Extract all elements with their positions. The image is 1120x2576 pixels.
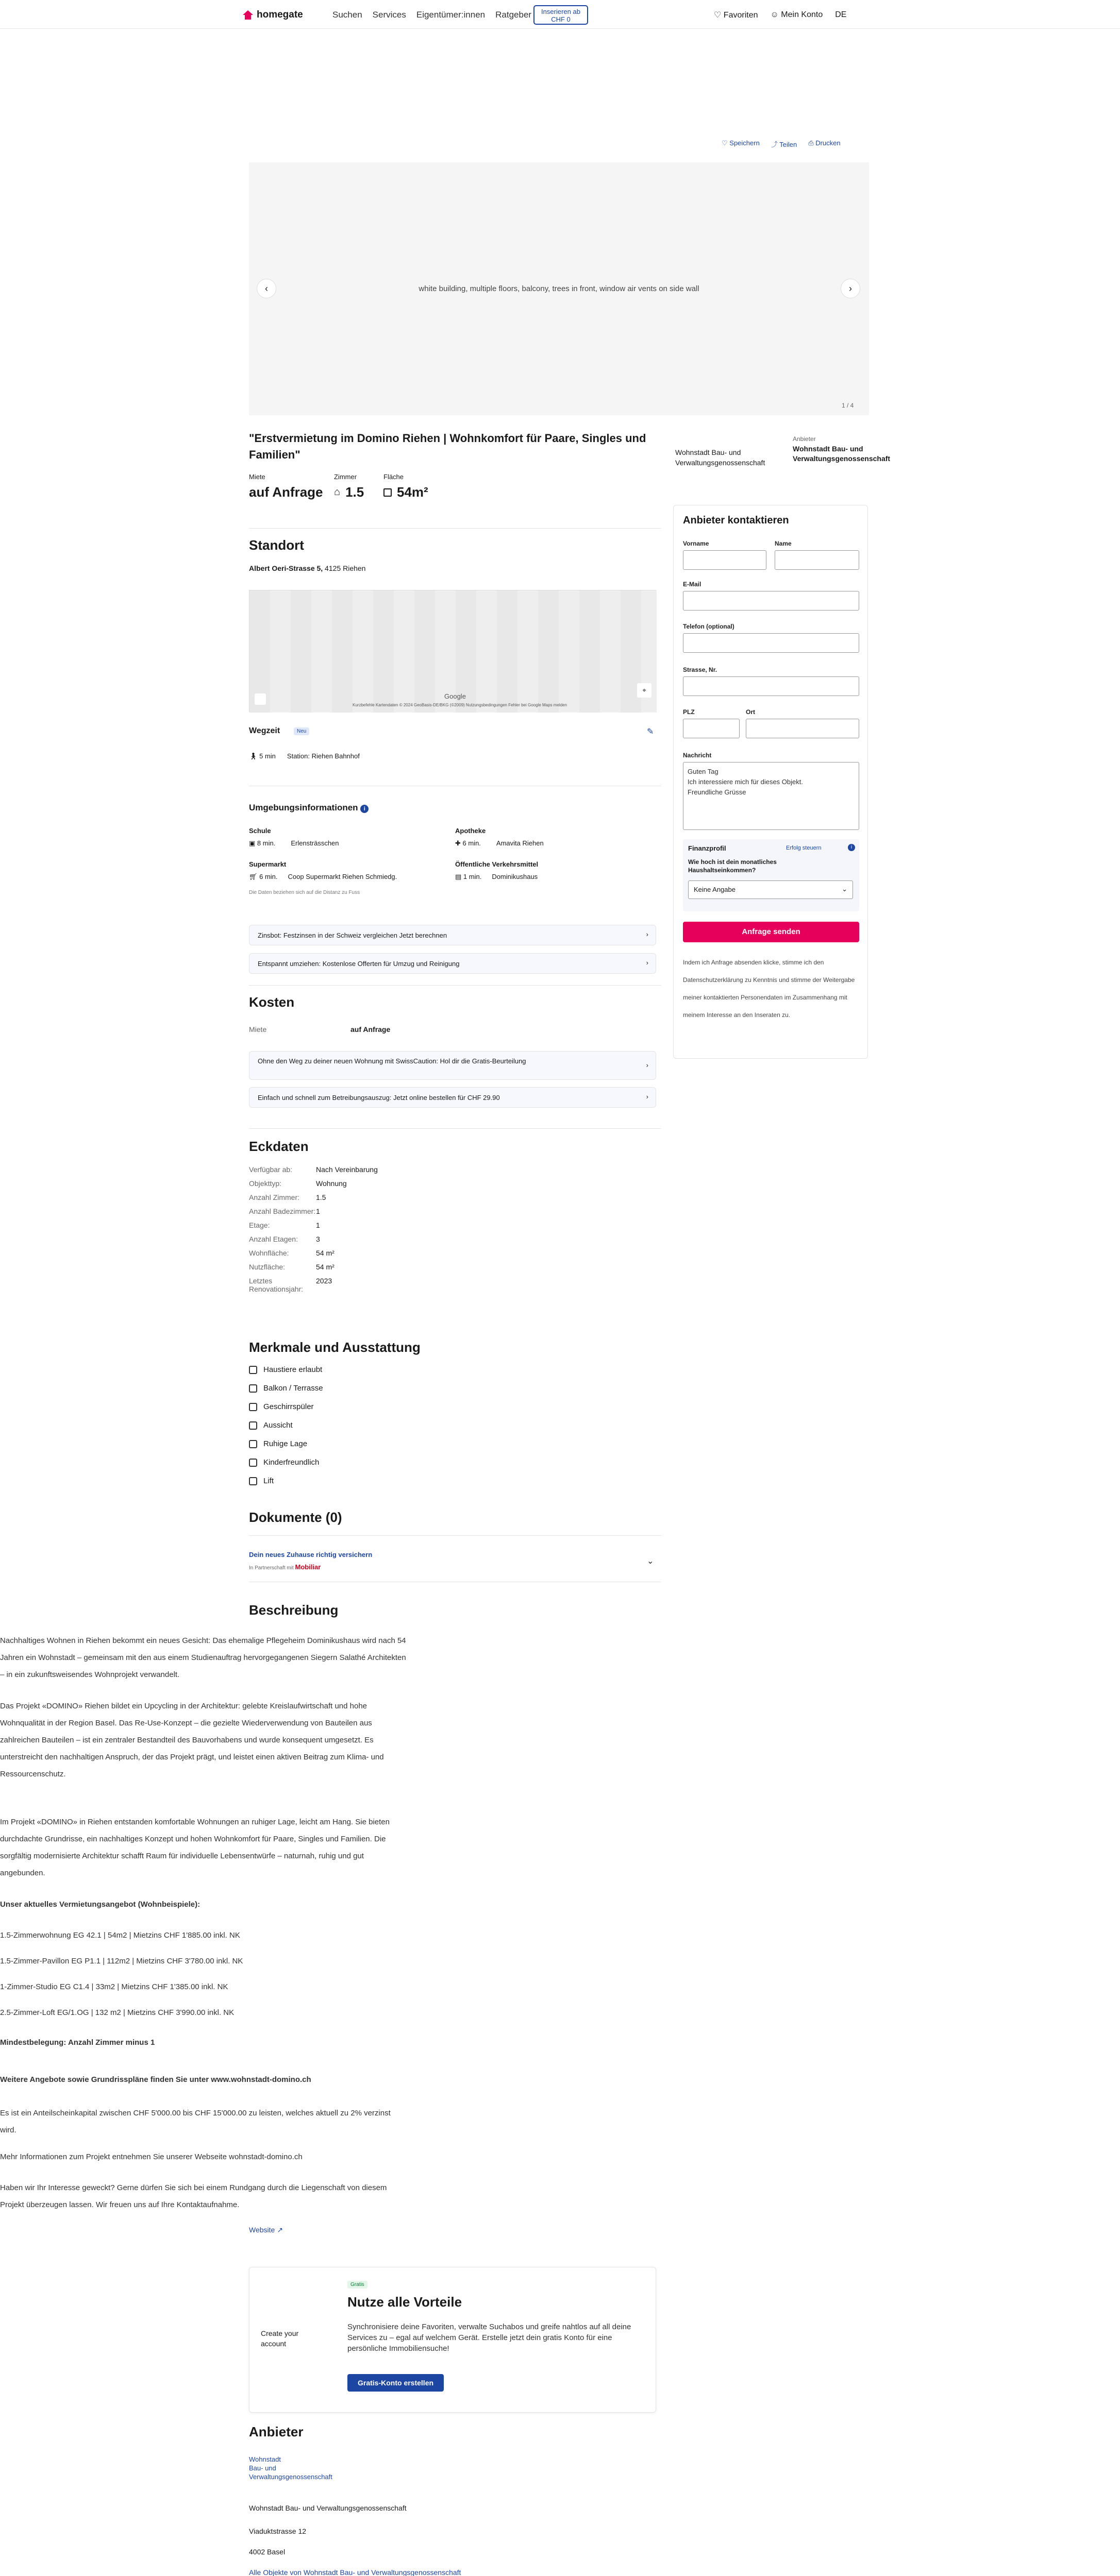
heart-icon: ♡ xyxy=(714,11,724,20)
insurance-partner: In Partnerschaft mit Mobiliar xyxy=(249,1563,321,1571)
walk-icon: 🚶︎ xyxy=(249,752,260,760)
rooms-value: ⌂ 1.5 xyxy=(334,484,364,500)
google-logo: Google xyxy=(444,692,466,700)
nav-eigentuemer[interactable]: Eigentümer:innen xyxy=(416,10,486,20)
logo-text: homegate xyxy=(257,9,303,20)
env-note: Die Daten beziehen sich auf die Distanz zu Fuss xyxy=(249,890,360,895)
bus-icon: ▤ 1 min. xyxy=(455,873,482,880)
zinsbot-promo[interactable]: Zinsbot: Festzinsen in der Schweiz vergleichen Jetzt berechnen › xyxy=(249,925,656,945)
contact-form xyxy=(673,505,868,1059)
top-header xyxy=(0,0,1120,29)
finance-title: Finanzprofil xyxy=(688,844,726,852)
pharmacy-icon: ✚ 6 min. xyxy=(455,839,481,847)
description-title: Beschreibung xyxy=(249,1602,339,1618)
commute-title: Wegzeit xyxy=(249,726,280,735)
feature-lift: Lift xyxy=(249,1477,274,1485)
contact-legal-text: Indem ich Anfrage absenden klicke, stimme ich den Datenschutzerklärung zu Kenntnis und stimme der Weitergabe meiner kontaktierten Personendaten im Zusammenhang mit meinem Interesse an den Inseraten zu. xyxy=(683,959,855,1019)
listing-title: "Erstvermietung im Domino Riehen | Wohnkomfort für Paare, Singles und Familien" xyxy=(249,432,646,461)
debt-extract-promo[interactable]: Einfach und schnell zum Betreibungsauszug: Jetzt online bestellen für CHF 29.90 › xyxy=(249,1087,656,1108)
photo-alt-text: white building, multiple floors, balcony, trees in front, window air vents on side wall xyxy=(419,284,699,293)
firstname-label: Vorname xyxy=(683,540,709,547)
city-label: Ort xyxy=(746,708,755,716)
features-list xyxy=(249,1365,507,1499)
homegate-logo[interactable] xyxy=(242,9,303,21)
gallery-next-button[interactable]: › xyxy=(841,279,860,298)
street-label: Strasse, Nr. xyxy=(683,666,717,673)
facts-title: Eckdaten xyxy=(249,1139,309,1154)
account-promo xyxy=(249,2267,656,2413)
language-select[interactable]: DE xyxy=(835,10,847,19)
finance-link[interactable]: Erfolg steuern xyxy=(786,845,822,851)
provider-all-objects-link[interactable]: Alle Objekte von Wohnstadt Bau- und Verwaltungsgenossenschaft xyxy=(249,2568,461,2576)
chevron-right-icon: › xyxy=(646,930,648,938)
chevron-right-icon: › xyxy=(646,959,648,967)
divider xyxy=(249,1535,661,1536)
location-map[interactable] xyxy=(249,590,656,712)
costs-title: Kosten xyxy=(249,994,295,1010)
features-title: Merkmale und Ausstattung xyxy=(249,1340,421,1355)
provider-name-left: Wohnstadt Bau- und Verwaltungsgenossenschaft xyxy=(675,448,765,467)
check-icon xyxy=(249,1403,257,1411)
info-icon[interactable]: i xyxy=(848,844,855,851)
user-icon: ☺ xyxy=(770,10,781,19)
offer-2: 1.5-Zimmer-Pavillon EG P1.1 | 112m2 | Mietzins CHF 3'780.00 inkl. NK xyxy=(0,1957,243,1965)
feature-pets: Haustiere erlaubt xyxy=(249,1365,322,1374)
env-transport: ▤ 1 min. Dominikushaus xyxy=(455,873,538,880)
print-button[interactable]: ⎙ Drucken xyxy=(808,139,841,147)
provider-city: 4002 Basel xyxy=(249,2548,286,2556)
account-promo-left: Create your account xyxy=(261,2329,299,2348)
submit-request-button[interactable]: Anfrage senden xyxy=(683,922,859,942)
share-button[interactable]: ⤴ Teilen xyxy=(771,141,797,148)
finance-profile-box xyxy=(683,839,859,911)
photo-counter: 1 / 4 xyxy=(842,402,854,409)
costs-rent-value: auf Anfrage xyxy=(350,1025,391,1033)
elevator-icon xyxy=(249,1477,257,1485)
school-icon: ▣ 8 min. xyxy=(249,839,276,847)
provider-top-label: Anbieter xyxy=(793,435,816,443)
insurance-link[interactable]: Dein neues Zuhause richtig versichern xyxy=(249,1551,373,1558)
city-input[interactable] xyxy=(746,719,859,738)
commute-row xyxy=(249,752,360,760)
website-link[interactable]: Website ↗ xyxy=(249,2226,283,2234)
description-h2: Mindestbelegung: Anzahl Zimmer minus 1 xyxy=(0,2038,155,2047)
divider xyxy=(249,985,661,986)
env-supermarket-cat: Supermarkt xyxy=(249,860,287,868)
feature-dishwasher: Geschirrspüler xyxy=(249,1402,314,1411)
door-icon: ⌂ xyxy=(334,486,341,498)
child-icon xyxy=(249,1459,257,1467)
offer-1: 1.5-Zimmerwohnung EG 42.1 | 54m2 | Mietzins CHF 1'885.00 inkl. NK xyxy=(0,1931,240,1940)
favorites-link[interactable]: ♡ Favoriten xyxy=(714,11,758,20)
income-select[interactable]: Keine Angabe ⌄ xyxy=(688,880,853,899)
contact-form-title: Anbieter kontaktieren xyxy=(683,515,789,526)
provider-title: Anbieter xyxy=(249,2424,304,2439)
quiet-icon xyxy=(249,1440,257,1448)
description-p1: Nachhaltiges Wohnen in Riehen bekommt ein neues Gesicht: Das ehemalige Pflegeheim Dominikushaus wird nach 54 Jahren ein Wohnstadt – gemeinsam mit den aus einem Studienauftrag hervorgegangenen Siegern Salathé Architekten – in ein zukunftsweisendes Wohnprojekt verwandelt. xyxy=(0,1636,406,1679)
zip-input[interactable] xyxy=(683,719,740,738)
provider-name: Wohnstadt Bau- und Verwaltungsgenossenschaft xyxy=(249,2504,407,2512)
edit-pencil-icon[interactable]: ✎ xyxy=(647,727,654,736)
documents-title: Dokumente (0) xyxy=(249,1510,342,1525)
description-p3: Im Projekt «DOMINO» in Riehen entstanden komfortable Wohnungen an ruhiger Lage, leicht am Hang. Sie bieten durchdachte Grundrisse, ein nachhaltiges Konzept und hohen Wohnkomfort für Paare, Singles und Familien. Die sorgfältig modernisierte Architektur schafft Raum für individuelle Lebensentwürfe – naturnah, ruhig und gut angebunden. xyxy=(0,1818,390,1877)
area-icon xyxy=(383,488,392,497)
view-icon xyxy=(249,1421,257,1430)
rooms-label: Zimmer xyxy=(334,473,357,481)
feature-quiet: Ruhige Lage xyxy=(249,1439,307,1448)
area-label: Fläche xyxy=(383,473,404,481)
gallery-prev-button[interactable]: ‹ xyxy=(257,279,276,298)
env-grid xyxy=(249,827,661,909)
offer-3: 1-Zimmer-Studio EG C1.4 | 33m2 | Mietzins CHF 1'385.00 inkl. NK xyxy=(0,1982,228,1991)
free-badge: Gratis xyxy=(347,2281,367,2289)
provider-street: Viaduktstrasse 12 xyxy=(249,2527,307,2535)
inserieren-button[interactable]: Inserieren ab CHF 0 xyxy=(533,5,588,25)
save-button[interactable]: ♡ Speichern xyxy=(722,139,760,147)
divider xyxy=(249,528,661,529)
message-label: Nachricht xyxy=(683,752,712,759)
description-p6: Haben wir Ihr Interesse geweckt? Gerne dürfen Sie sich bei einem Rundgang durch die Liegenschaft von diesem Projekt überzeugen lassen. Wir freuen uns auf Ihre Kontaktaufnahme. xyxy=(0,2183,387,2209)
main-nav xyxy=(332,10,531,20)
feature-view: Aussicht xyxy=(249,1421,293,1430)
create-account-button[interactable]: Gratis-Konto erstellen xyxy=(347,2374,444,2392)
provider-logo: Wohnstadt Bau- und Verwaltungsgenossenschaft xyxy=(249,2455,332,2481)
env-school-cat: Schule xyxy=(249,827,271,835)
phone-label: Telefon (optional) xyxy=(683,623,734,630)
nav-ratgeber[interactable]: Ratgeber xyxy=(495,10,532,20)
phone-input[interactable] xyxy=(683,633,859,653)
area-value: 54m² xyxy=(383,484,428,500)
lastname-input[interactable] xyxy=(775,550,859,570)
env-pharmacy-cat: Apotheke xyxy=(455,827,486,835)
env-school: ▣ 8 min. Erlensträsschen xyxy=(249,839,339,847)
description-h3: Weitere Angebote sowie Grundrisspläne finden Sie unter www.wohnstadt-domino.ch xyxy=(0,2075,311,2084)
cart-icon: 🛒︎ 6 min. xyxy=(249,873,278,880)
firstname-input[interactable] xyxy=(683,550,766,570)
chevron-right-icon: › xyxy=(646,1061,648,1069)
location-address: Albert Oeri-Strasse 5, 4125 Riehen xyxy=(249,564,366,572)
swisscaution-promo[interactable]: Ohne den Weg zu deiner neuen Wohnung mit SwissCaution: Hol dir die Gratis-Beurteilung › xyxy=(249,1051,656,1080)
chevron-down-icon: ⌄ xyxy=(842,885,847,893)
zip-label: PLZ xyxy=(683,708,695,716)
map-zoom-control[interactable] xyxy=(255,693,266,705)
logo-icon xyxy=(242,10,254,20)
external-link-icon: ↗ xyxy=(277,2226,283,2234)
feature-balcony: Balkon / Terrasse xyxy=(249,1384,323,1393)
description-h1: Unser aktuelles Vermietungsangebot (Wohnbeispiele): xyxy=(0,1900,200,1909)
account-promo-title: Nutze alle Vorteile xyxy=(347,2294,462,2310)
offer-4: 2.5-Zimmer-Loft EG/1.OG | 132 m2 | Mietzins CHF 3'990.00 inkl. NK xyxy=(0,2008,235,2017)
listing-actions xyxy=(722,139,841,149)
location-title: Standort xyxy=(249,537,304,553)
header-actions xyxy=(714,10,846,20)
street-input[interactable] xyxy=(683,676,859,696)
env-transport-cat: Öffentliche Verkehrsmittel xyxy=(455,860,539,868)
lastname-label: Name xyxy=(775,540,792,547)
email-input[interactable] xyxy=(683,591,859,611)
paw-icon xyxy=(249,1366,257,1374)
finance-question: Wie hoch ist dein monatliches Haushaltseinkommen? xyxy=(688,858,777,874)
message-textarea[interactable]: Guten Tag Ich interessiere mich für dieses Objekt. Freundliche Grüsse xyxy=(683,762,859,830)
description-p2: Das Projekt «DOMINO» Riehen bildet ein Upcycling in der Architektur: gelebte Kreislaufwirtschaft und hohe Wohnqualität in der Region Basel. Das Re-Use-Konzept – die gezielte Wiederverwendung von Bauteilen aus zahlreichen Bauteilen – ist ein zentraler Bestandteil des Bauvorhabens und wurde konsequent umgesetzt. Es unterstreicht den nachhaltigen Anspruch, der das Projekt prägt, und leistet einen aktiven Beitrag zum Klima- und Ressourcenschutz. xyxy=(0,1702,384,1778)
chevron-right-icon: › xyxy=(646,1093,648,1100)
account-link[interactable]: ☺ Mein Konto xyxy=(770,10,823,19)
costs-rent-label: Miete xyxy=(249,1025,267,1033)
map-locate-icon[interactable]: ⌖ xyxy=(637,683,651,698)
balcony-icon xyxy=(249,1384,257,1393)
nav-services[interactable]: Services xyxy=(372,10,406,20)
divider xyxy=(249,1128,661,1129)
station-name: Station: Riehen Bahnhof xyxy=(287,752,360,760)
feature-kids: Kinderfreundlich xyxy=(249,1458,319,1467)
moving-promo[interactable]: Entspannt umziehen: Kostenlose Offerten für Umzug und Reinigung › xyxy=(249,953,656,974)
rent-value: auf Anfrage xyxy=(249,484,323,500)
photo-gallery[interactable] xyxy=(249,162,869,415)
rent-label: Miete xyxy=(249,473,265,481)
new-badge: Neu xyxy=(294,727,309,735)
description-p4: Es ist ein Anteilscheinkapital zwischen CHF 5'000.00 bis CHF 15'000.00 zu leisten, welches aktuell zu 2% verzinst wird. xyxy=(0,2109,391,2134)
provider-top-name[interactable]: Wohnstadt Bau- und Verwaltungsgenossenschaft xyxy=(793,445,891,463)
env-title: Umgebungsinformationen i xyxy=(249,803,369,813)
env-supermarket: 🛒︎ 6 min. Coop Supermarkt Riehen Schmiedg. xyxy=(249,873,397,880)
walk-time: 🚶︎ 5 min xyxy=(249,752,276,760)
account-promo-text: Synchronisiere deine Favoriten, verwalte Suchabos und greife nahtlos auf all deine Services zu – egal auf welchem Gerät. Erstelle jetzt dein gratis Konto für eine persönliche Immobiliensuche! xyxy=(347,2323,631,2353)
info-icon[interactable]: i xyxy=(360,805,369,813)
facts-table: Verfügbar ab: Nach Vereinbarung Objekttyp: Wohnung Anzahl Zimmer: 1.5 Anzahl Badezimmer: 1 Etage: 1 Anzahl Etagen: 3 Wohnfläche: 54 m² Nutzfläche: 54 m² Letztes Renovationsjahr: 2023 xyxy=(249,1165,378,1293)
chevron-down-icon[interactable]: ⌄ xyxy=(647,1557,654,1566)
email-label: E-Mail xyxy=(683,581,701,588)
nav-suchen[interactable]: Suchen xyxy=(332,10,362,20)
map-attribution: Kurzbefehle Kartendaten © 2024 GeoBasis-DE/BKG (©2009) Nutzungsbedingungen Fehler bei Google Maps melden xyxy=(353,703,567,707)
description-p5: Mehr Informationen zum Projekt entnehmen Sie unserer Webseite wohnstadt-domino.ch xyxy=(0,2153,303,2161)
env-pharmacy: ✚ 6 min. Amavita Riehen xyxy=(455,839,544,847)
